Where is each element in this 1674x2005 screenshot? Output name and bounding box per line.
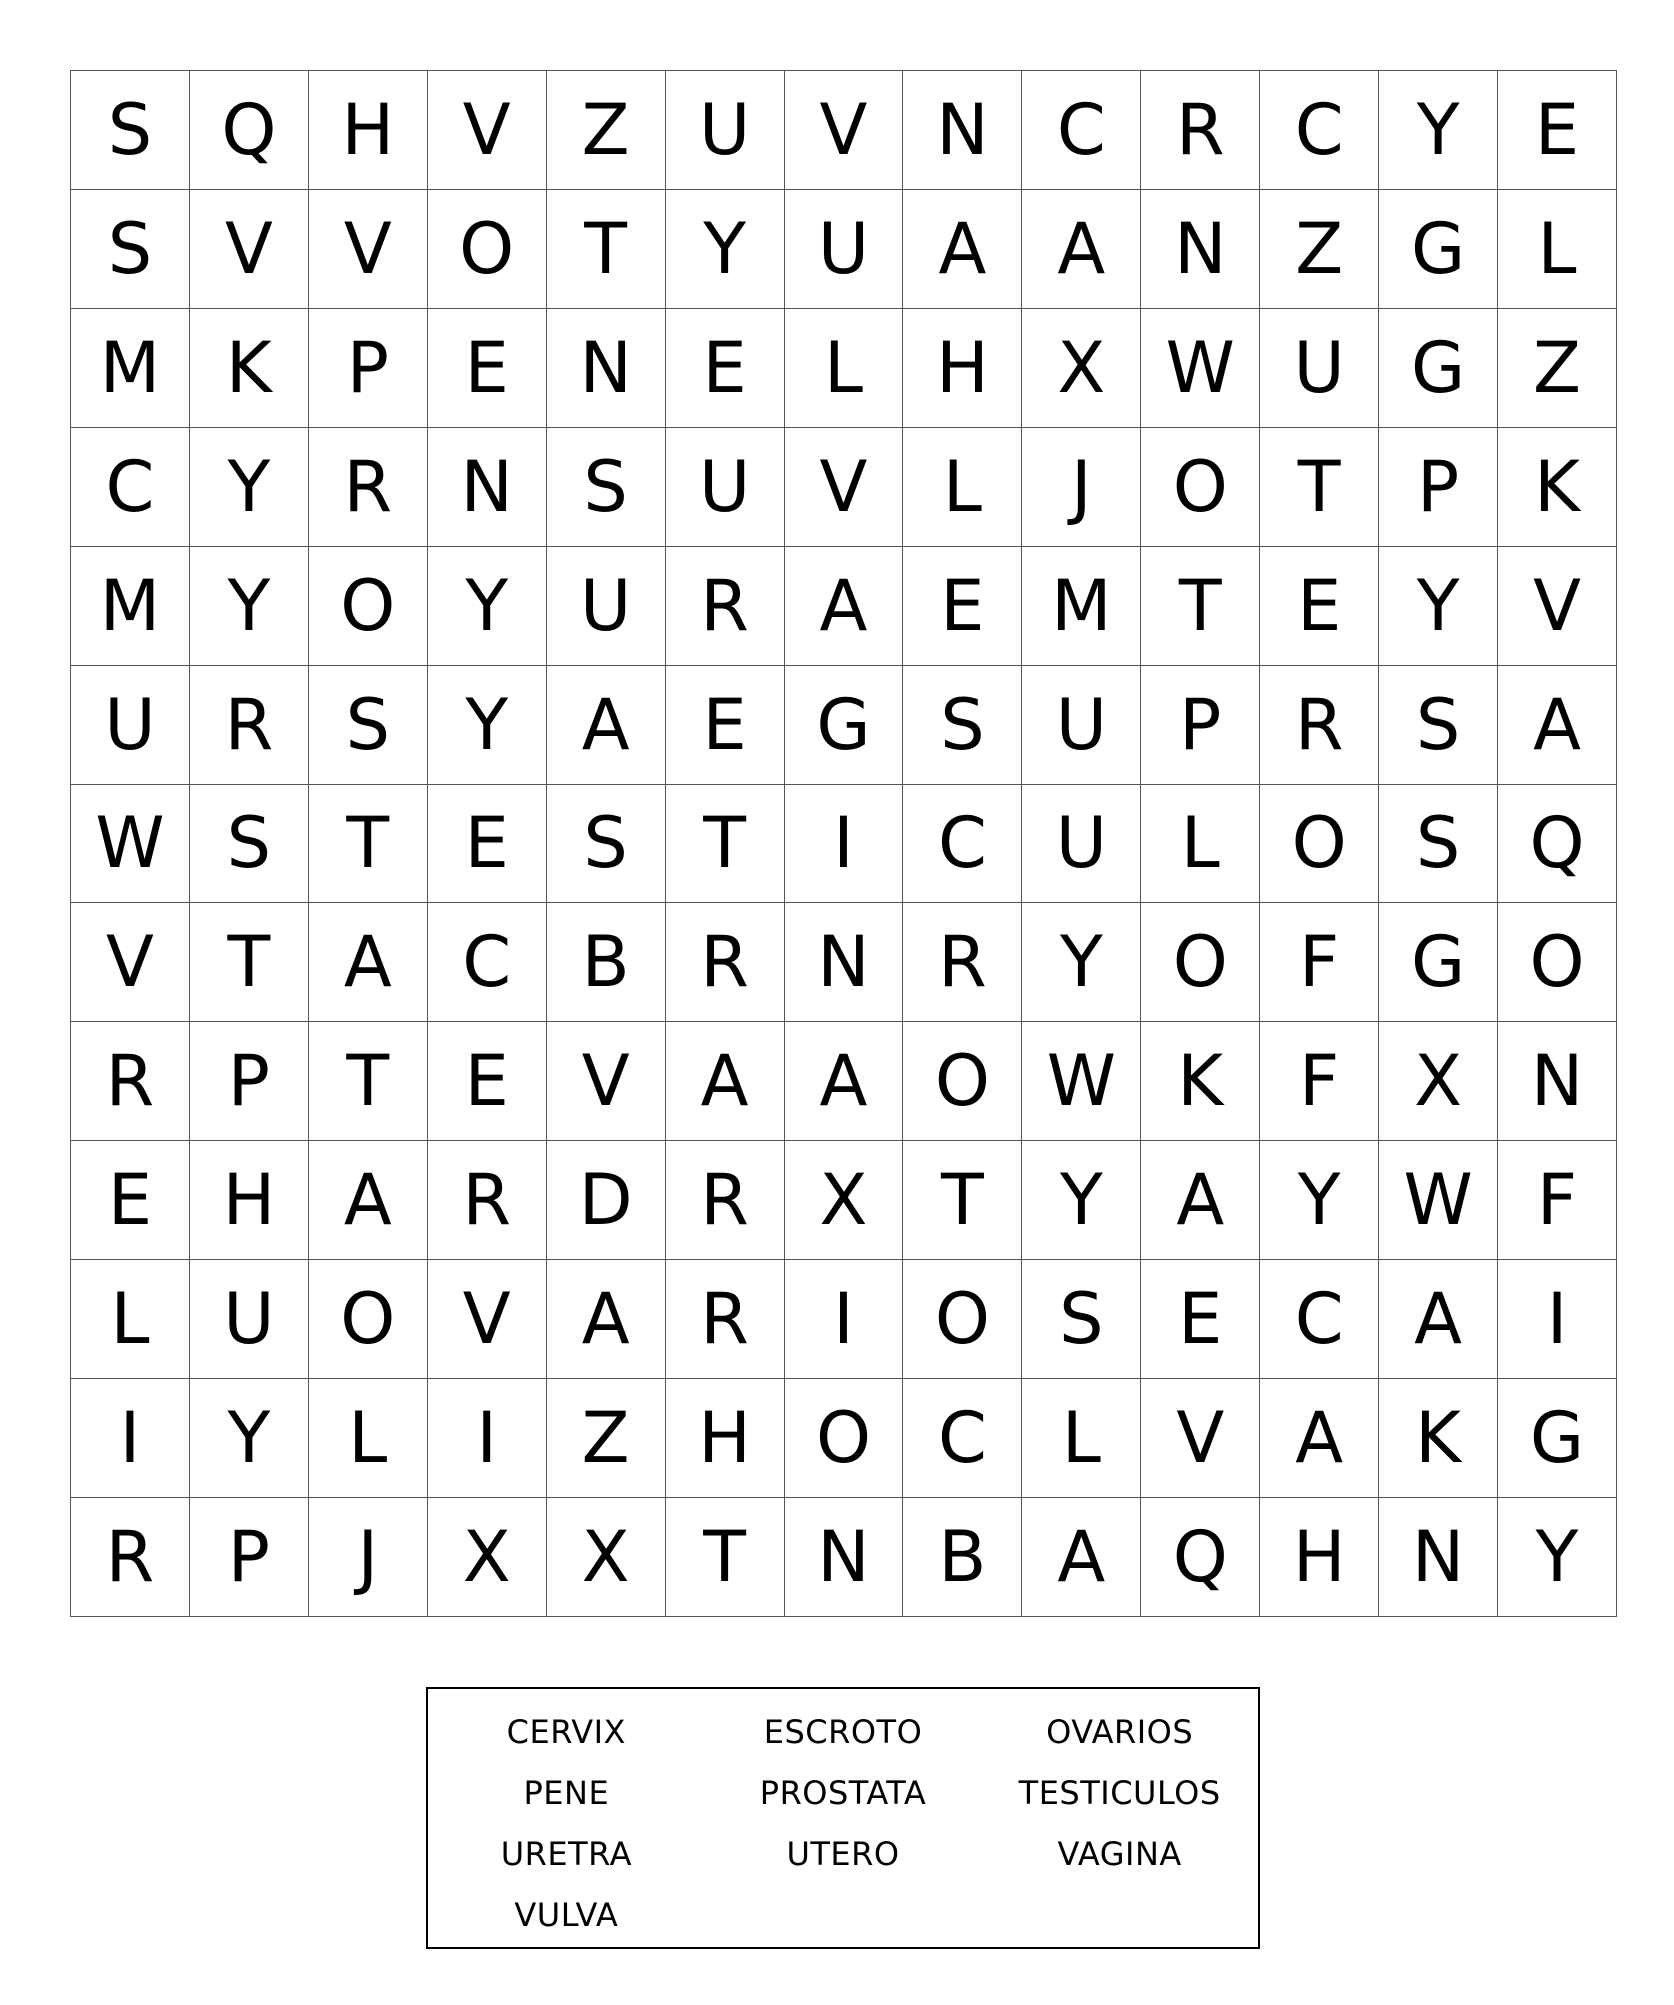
grid-cell[interactable]: I bbox=[785, 785, 904, 904]
grid-cell[interactable]: D bbox=[547, 1141, 666, 1260]
grid-cell[interactable]: N bbox=[785, 1498, 904, 1617]
grid-cell[interactable]: N bbox=[547, 309, 666, 428]
grid-cell[interactable]: W bbox=[1379, 1141, 1498, 1260]
grid-cell[interactable]: E bbox=[1498, 71, 1617, 190]
grid-cell[interactable]: L bbox=[71, 1260, 190, 1379]
grid-cell[interactable]: U bbox=[71, 666, 190, 785]
grid-cell[interactable]: V bbox=[547, 1022, 666, 1141]
grid-cell[interactable]: Q bbox=[1498, 785, 1617, 904]
grid-cell[interactable]: E bbox=[1141, 1260, 1260, 1379]
grid-cell[interactable]: U bbox=[1022, 666, 1141, 785]
grid-cell[interactable]: F bbox=[1260, 903, 1379, 1022]
grid-cell[interactable]: A bbox=[1141, 1141, 1260, 1260]
grid-cell[interactable]: Y bbox=[666, 190, 785, 309]
grid-cell[interactable]: P bbox=[1379, 428, 1498, 547]
grid-cell[interactable]: E bbox=[903, 547, 1022, 666]
grid-cell[interactable]: R bbox=[1141, 71, 1260, 190]
word-list-item: PENE bbox=[523, 1773, 610, 1812]
grid-cell[interactable]: B bbox=[903, 1498, 1022, 1617]
grid-cell[interactable]: R bbox=[309, 428, 428, 547]
grid-cell[interactable]: A bbox=[903, 190, 1022, 309]
grid-cell[interactable]: X bbox=[428, 1498, 547, 1617]
grid-cell[interactable]: H bbox=[903, 309, 1022, 428]
grid-cell[interactable]: C bbox=[903, 1379, 1022, 1498]
grid-cell[interactable]: X bbox=[1379, 1022, 1498, 1141]
grid-cell[interactable]: S bbox=[1379, 666, 1498, 785]
grid-cell[interactable]: Z bbox=[547, 71, 666, 190]
grid-cell[interactable]: Y bbox=[1498, 1498, 1617, 1617]
grid-cell[interactable]: V bbox=[190, 190, 309, 309]
grid-cell[interactable]: P bbox=[309, 309, 428, 428]
grid-cell[interactable]: A bbox=[547, 1260, 666, 1379]
grid-cell[interactable]: M bbox=[1022, 547, 1141, 666]
grid-cell[interactable]: Q bbox=[1141, 1498, 1260, 1617]
grid-cell[interactable]: E bbox=[71, 1141, 190, 1260]
grid-cell[interactable]: P bbox=[1141, 666, 1260, 785]
grid-cell[interactable]: G bbox=[1498, 1379, 1617, 1498]
grid-cell[interactable]: Y bbox=[190, 428, 309, 547]
grid-cell[interactable]: V bbox=[71, 903, 190, 1022]
word-list-item: PROSTATA bbox=[759, 1773, 927, 1812]
grid-cell[interactable]: V bbox=[785, 71, 904, 190]
grid-cell[interactable]: A bbox=[1260, 1379, 1379, 1498]
grid-cell[interactable]: W bbox=[71, 785, 190, 904]
grid-cell[interactable]: A bbox=[785, 1022, 904, 1141]
grid-cell[interactable]: E bbox=[428, 785, 547, 904]
grid-cell[interactable]: N bbox=[1498, 1022, 1617, 1141]
grid-cell[interactable]: H bbox=[666, 1379, 785, 1498]
grid-cell[interactable]: S bbox=[71, 190, 190, 309]
grid-cell[interactable]: F bbox=[1260, 1022, 1379, 1141]
grid-cell[interactable]: M bbox=[71, 547, 190, 666]
grid-cell[interactable]: U bbox=[1022, 785, 1141, 904]
grid-cell[interactable]: Z bbox=[1260, 190, 1379, 309]
grid-cell[interactable]: O bbox=[309, 1260, 428, 1379]
grid-cell[interactable]: Y bbox=[1022, 903, 1141, 1022]
grid-cell[interactable]: K bbox=[1379, 1379, 1498, 1498]
grid-cell[interactable]: W bbox=[1022, 1022, 1141, 1141]
grid-cell[interactable]: N bbox=[428, 428, 547, 547]
grid-cell[interactable]: G bbox=[1379, 903, 1498, 1022]
grid-cell[interactable]: S bbox=[1022, 1260, 1141, 1379]
grid-cell[interactable]: S bbox=[190, 785, 309, 904]
grid-cell[interactable]: J bbox=[1022, 428, 1141, 547]
grid-cell[interactable]: O bbox=[1141, 903, 1260, 1022]
grid-cell[interactable]: K bbox=[1498, 428, 1617, 547]
grid-cell[interactable]: U bbox=[1260, 309, 1379, 428]
grid-cell[interactable]: O bbox=[785, 1379, 904, 1498]
grid-cell[interactable]: K bbox=[190, 309, 309, 428]
grid-cell[interactable]: V bbox=[1141, 1379, 1260, 1498]
word-list-item: UTERO bbox=[786, 1834, 900, 1873]
grid-cell[interactable]: K bbox=[1141, 1022, 1260, 1141]
grid-cell[interactable]: C bbox=[1022, 71, 1141, 190]
grid-cell[interactable]: W bbox=[1141, 309, 1260, 428]
grid-cell[interactable]: T bbox=[190, 903, 309, 1022]
grid-cell[interactable]: N bbox=[903, 71, 1022, 190]
grid-cell[interactable]: R bbox=[190, 666, 309, 785]
grid-cell[interactable]: Q bbox=[190, 71, 309, 190]
grid-cell[interactable]: C bbox=[903, 785, 1022, 904]
grid-cell[interactable]: O bbox=[309, 547, 428, 666]
grid-cell[interactable]: Y bbox=[190, 547, 309, 666]
grid-cell[interactable]: A bbox=[1022, 190, 1141, 309]
word-list-item: CERVIX bbox=[506, 1712, 626, 1751]
grid-cell[interactable]: Y bbox=[190, 1379, 309, 1498]
grid-cell[interactable]: E bbox=[1260, 547, 1379, 666]
grid-cell[interactable]: T bbox=[1260, 428, 1379, 547]
grid-cell[interactable]: A bbox=[547, 666, 666, 785]
grid-cell[interactable]: R bbox=[666, 903, 785, 1022]
grid-cell[interactable]: A bbox=[1498, 666, 1617, 785]
grid-cell[interactable]: A bbox=[1379, 1260, 1498, 1379]
grid-cell[interactable]: U bbox=[666, 428, 785, 547]
grid-cell[interactable]: C bbox=[1260, 71, 1379, 190]
grid-cell[interactable]: O bbox=[903, 1022, 1022, 1141]
grid-cell[interactable]: A bbox=[309, 903, 428, 1022]
letter-grid bbox=[70, 70, 1617, 1617]
grid-cell[interactable]: S bbox=[71, 71, 190, 190]
grid-cell[interactable]: U bbox=[547, 547, 666, 666]
grid-cell[interactable]: B bbox=[547, 903, 666, 1022]
grid-cell[interactable]: U bbox=[785, 190, 904, 309]
grid-cell[interactable]: V bbox=[428, 71, 547, 190]
grid-cell[interactable]: O bbox=[428, 190, 547, 309]
grid-cell[interactable]: U bbox=[666, 71, 785, 190]
grid-cell[interactable]: G bbox=[1379, 309, 1498, 428]
grid-cell[interactable]: G bbox=[785, 666, 904, 785]
grid-cell[interactable]: M bbox=[71, 309, 190, 428]
grid-cell[interactable]: I bbox=[1498, 1260, 1617, 1379]
grid-cell[interactable]: T bbox=[1141, 547, 1260, 666]
grid-cell[interactable]: Y bbox=[1260, 1141, 1379, 1260]
grid-cell[interactable]: H bbox=[309, 71, 428, 190]
grid-cell[interactable]: E bbox=[666, 309, 785, 428]
grid-cell[interactable]: E bbox=[428, 1022, 547, 1141]
grid-cell[interactable]: R bbox=[428, 1141, 547, 1260]
grid-cell[interactable]: T bbox=[903, 1141, 1022, 1260]
grid-cell[interactable]: R bbox=[666, 1141, 785, 1260]
grid-cell[interactable]: E bbox=[428, 309, 547, 428]
word-list-item: OVARIOS bbox=[1046, 1712, 1194, 1751]
grid-cell[interactable]: O bbox=[903, 1260, 1022, 1379]
grid-cell[interactable]: Y bbox=[1379, 71, 1498, 190]
grid-cell[interactable]: N bbox=[1379, 1498, 1498, 1617]
grid-cell[interactable]: S bbox=[547, 785, 666, 904]
word-list-item: VULVA bbox=[514, 1895, 619, 1934]
word-list-item: VAGINA bbox=[1057, 1834, 1182, 1873]
grid-cell[interactable]: N bbox=[785, 903, 904, 1022]
grid-cell[interactable]: X bbox=[1022, 309, 1141, 428]
grid-cell[interactable]: R bbox=[71, 1022, 190, 1141]
grid-cell[interactable]: V bbox=[1498, 547, 1617, 666]
grid-cell[interactable]: S bbox=[903, 666, 1022, 785]
grid-cell[interactable]: H bbox=[1260, 1498, 1379, 1617]
grid-cell[interactable]: I bbox=[428, 1379, 547, 1498]
grid-cell[interactable]: P bbox=[190, 1022, 309, 1141]
grid-cell[interactable]: S bbox=[1379, 785, 1498, 904]
grid-cell[interactable]: A bbox=[309, 1141, 428, 1260]
grid-cell[interactable]: A bbox=[785, 547, 904, 666]
grid-cell[interactable]: N bbox=[1141, 190, 1260, 309]
grid-cell[interactable]: Y bbox=[1379, 547, 1498, 666]
grid-cell[interactable]: R bbox=[1260, 666, 1379, 785]
grid-cell[interactable]: O bbox=[1141, 428, 1260, 547]
grid-cell[interactable]: F bbox=[1498, 1141, 1617, 1260]
grid-cell[interactable]: C bbox=[71, 428, 190, 547]
grid-cell[interactable]: T bbox=[309, 785, 428, 904]
grid-cell[interactable]: U bbox=[190, 1260, 309, 1379]
grid-cell[interactable]: X bbox=[547, 1498, 666, 1617]
grid-cell[interactable]: L bbox=[1498, 190, 1617, 309]
grid-cell[interactable]: G bbox=[1379, 190, 1498, 309]
grid-cell[interactable]: V bbox=[785, 428, 904, 547]
grid-cell[interactable]: S bbox=[309, 666, 428, 785]
grid-cell[interactable]: Y bbox=[428, 547, 547, 666]
grid-cell[interactable]: L bbox=[309, 1379, 428, 1498]
grid-cell[interactable]: L bbox=[1022, 1379, 1141, 1498]
grid-cell[interactable]: O bbox=[1498, 903, 1617, 1022]
grid-cell[interactable]: A bbox=[666, 1022, 785, 1141]
grid-cell[interactable]: Y bbox=[428, 666, 547, 785]
grid-cell[interactable]: R bbox=[903, 903, 1022, 1022]
grid-cell[interactable]: H bbox=[190, 1141, 309, 1260]
grid-cell[interactable]: P bbox=[190, 1498, 309, 1617]
grid-cell[interactable]: V bbox=[428, 1260, 547, 1379]
grid-cell[interactable]: E bbox=[666, 666, 785, 785]
grid-cell[interactable]: J bbox=[309, 1498, 428, 1617]
word-list-item: ESCROTO bbox=[763, 1712, 923, 1751]
grid-cell[interactable]: A bbox=[1022, 1498, 1141, 1617]
grid-cell[interactable]: T bbox=[547, 190, 666, 309]
grid-cell[interactable]: I bbox=[71, 1379, 190, 1498]
word-list-box bbox=[426, 1687, 1260, 1949]
grid-cell[interactable]: V bbox=[309, 190, 428, 309]
grid-cell[interactable]: Y bbox=[1022, 1141, 1141, 1260]
grid-cell[interactable]: T bbox=[309, 1022, 428, 1141]
grid-cell[interactable]: R bbox=[71, 1498, 190, 1617]
grid-cell[interactable]: O bbox=[1260, 785, 1379, 904]
word-list-item: TESTICULOS bbox=[1018, 1773, 1221, 1812]
word-list-item: URETRA bbox=[500, 1834, 632, 1873]
grid-cell[interactable]: Z bbox=[547, 1379, 666, 1498]
grid-cell[interactable]: L bbox=[785, 309, 904, 428]
grid-cell[interactable]: C bbox=[428, 903, 547, 1022]
grid-cell[interactable]: T bbox=[666, 785, 785, 904]
grid-cell[interactable]: L bbox=[903, 428, 1022, 547]
grid-cell[interactable]: Z bbox=[1498, 309, 1617, 428]
grid-cell[interactable]: X bbox=[785, 1141, 904, 1260]
grid-cell[interactable]: T bbox=[666, 1498, 785, 1617]
grid-cell[interactable]: R bbox=[666, 547, 785, 666]
grid-cell[interactable]: C bbox=[1260, 1260, 1379, 1379]
grid-cell[interactable]: S bbox=[547, 428, 666, 547]
grid-cell[interactable]: I bbox=[785, 1260, 904, 1379]
grid-cell[interactable]: R bbox=[666, 1260, 785, 1379]
grid-cell[interactable]: L bbox=[1141, 785, 1260, 904]
